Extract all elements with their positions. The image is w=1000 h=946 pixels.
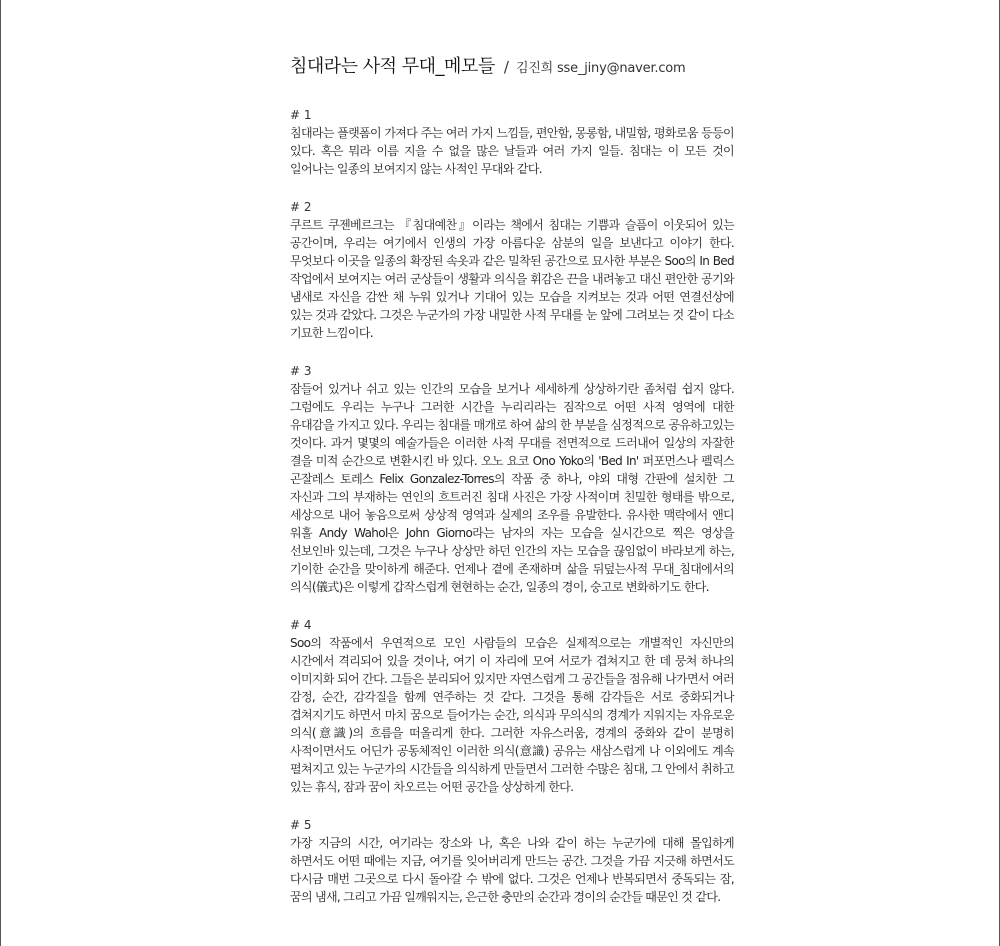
section-number: # 3 [290, 364, 312, 378]
section-text: 가장 지금의 시간, 여기라는 장소와 나, 혹은 나와 같이 하는 누군가에 대해 몰입하게 하면서도 어떤 때에는 지금, 여기를 잊어버리게 만드는 공간. 그것을 가끔 지긋해 하면서도 다시금 매번 그곳으로 다시 돌아갈 수 밖에 없다. 그것은 언제나 반복되면서 중독되는 잠, 꿈의 냄새, 그리고 가끔 일깨워지는, 은근한 충만의 순간과 경이의 순간들 때문인 것 같다. [290, 836, 734, 904]
section-number: # 1 [290, 108, 312, 122]
section-text: 잠들어 있거나 쉬고 있는 인간의 모습을 보거나 세세하게 상상하기란 좀처럼 쉽지 않다. 그럼에도 우리는 누구나 그러한 시간을 누리리라는 짐작으로 어떤 사적 영역에 대한 유대감을 가지고 있다. 우리는 침대를 매개로 하여 삶의 한 부분을 심정적으로 공유하고있는 것이다. 과거 몇몇의 예술가들은 이러한 사적 무대를 전면적으로 드러내어 일상의 자잘한 결을 미적 순간으로 변환시킨 바 있다. 오노 요코 Ono Yoko의 'Bed In' 퍼포먼스나 펠릭스 곤잘레스 토레스 Felix Gonzalez-Torres의 작품 중 하나, 야외 대형 간판에 설치한 그 자신과 그의 부재하는 연인의 흐트러진 침대 사진은 가장 사적이며 친밀한 형태를 밖으로, 세상으로 내어 놓음으로써 상상적 영역과 실제의 조우를 유발한다. 유사한 맥락에서 앤디 워홀 Andy Wahol은 John Giorno라는 남자의 자는 모습을 실시간으로 찍은 영상을 선보인바 있는데, 그것은 누구나 상상만 하던 인간의 자는 모습을 끊임없이 바라보게 하는, 기이한 순간을 맞이하게 해준다. 언제나 곁에 존재하며 삶을 뒤덮는사적 무대_침대에서의 의식(儀式)은 이렇게 갑작스럽게 현현하는 순간, 일종의 경이, 숭고로 변화하기도 한다. [290, 382, 734, 594]
memo-sections [290, 106, 734, 906]
section-number: # 2 [290, 200, 312, 214]
memo-section-3 [290, 362, 734, 596]
section-number: # 4 [290, 618, 312, 632]
memo-section-5 [290, 816, 734, 906]
author-byline: 김진희 sse_jiny@naver.com [515, 61, 686, 76]
left-border [0, 0, 1, 946]
article [290, 52, 734, 926]
memo-section-4 [290, 616, 734, 796]
article-title: 침대라는 사적 무대_메모들 [290, 56, 495, 77]
memo-section-2 [290, 198, 734, 342]
section-text: 쿠르트 쿠젠베르크는 『침대예찬』이라는 책에서 침대는 기쁨과 슬픔이 이웃되어 있는 공간이며, 우리는 여기에서 인생의 가장 아름다운 삼분의 일을 보낸다고 이야기 한다. 무엇보다 이곳을 일종의 확장된 속옷과 같은 밀착된 공간으로 묘사한 부분은 Soo의 In Bed 작업에서 보여지는 여러 군상들이 생활과 의식을 휘감은 끈을 내려놓고 대신 편안한 공기와 냄새로 자신을 감싼 채 누워 있거나 기대어 있는 모습을 지켜보는 것과 어떤 연결선상에 있는 것과 같았다. 그것은 누군가의 가장 내밀한 사적 무대를 눈 앞에 그려보는 것 같이 다소 기묘한 느낌이다. [290, 218, 734, 340]
section-text: 침대라는 플랫폼이 가져다 주는 여러 가지 느낌들, 편안함, 몽롱함, 내밀함, 평화로움 등등이 있다. 혹은 뭐라 이름 지을 수 없을 많은 날들과 여러 가지 일들. 침대는 이 모든 것이 일어나는 일종의 보여지지 않는 사적인 무대와 같다. [290, 126, 734, 176]
memo-section-1 [290, 106, 734, 178]
title-separator: / [503, 58, 509, 76]
section-number: # 5 [290, 818, 312, 832]
section-text: Soo의 작품에서 우연적으로 모인 사람들의 모습은 실제적으로는 개별적인 자신만의 시간에서 격리되어 있을 것이나, 여기 이 자리에 모여 서로가 겹쳐지고 한 데 뭉쳐 하나의 이미지화 되어 간다. 그들은 분리되어 있지만 자연스럽게 그 공간들을 점유해 나가면서 여러 감정, 순간, 감각질을 함께 연주하는 것 같다. 그것을 통해 감각들은 서로 중화되거나 겹쳐지기도 하면서 마치 꿈으로 들어가는 순간, 의식과 무의식의 경계가 지워지는 자유로운 의식(意識)의 흐름을 떠올리게 한다. 그러한 자유스러움, 경계의 중화와 같이 분명히 사적이면서도 어딘가 공동체적인 이러한 의식(意識) 공유는 새삼스럽게 나 이외에도 계속 펼쳐지고 있는 누군가의 시간들을 의식하게 만들면서 그러한 수많은 침대, 그 안에서 취하고 있는 휴식, 잠과 꿈이 차오르는 어떤 공간을 상상하게 한다. [290, 636, 734, 794]
article-heading [290, 52, 734, 78]
